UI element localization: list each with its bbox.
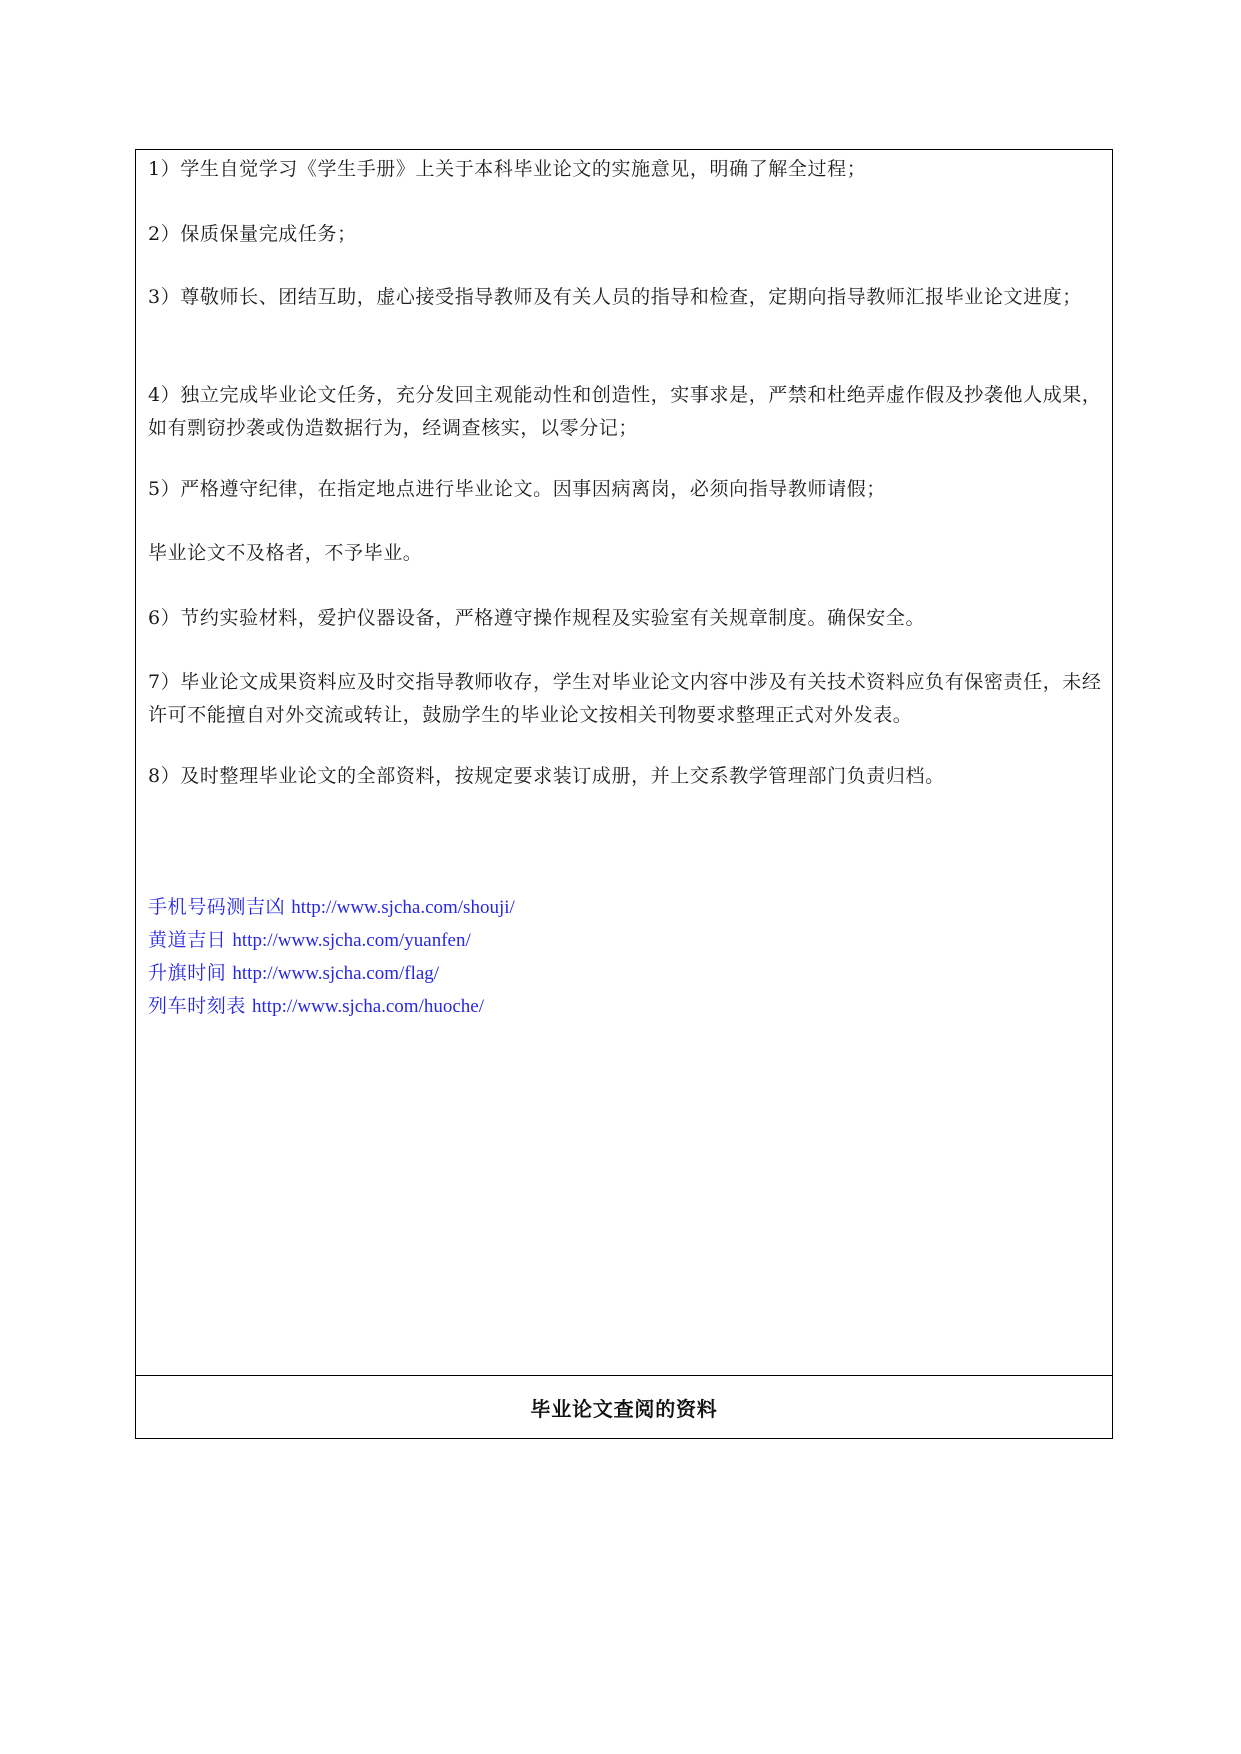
requirement-8: 8）及时整理毕业论文的全部资料，按规定要求装订成册，并上交系教学管理部门负责归档。 [148,765,945,787]
link-flag[interactable] [148,957,1048,990]
link-url[interactable]: http://www.sjcha.com/yuanfen/ [232,930,471,951]
link-url[interactable]: http://www.sjcha.com/huoche/ [252,996,485,1017]
link-label: 列车时刻表 [148,995,247,1017]
reference-materials-header-cell [136,1376,1112,1438]
link-shouji[interactable] [148,891,1048,924]
document-table [135,149,1113,1439]
link-label: 升旗时间 [148,962,227,984]
link-url[interactable]: http://www.sjcha.com/shouji/ [291,897,515,918]
reference-materials-title: 毕业论文查阅的资料 [530,1396,718,1421]
link-label: 手机号码测吉凶 [148,896,286,918]
link-list [148,891,1048,1023]
link-label: 黄道吉日 [148,929,227,951]
requirement-6: 6）节约实验材料，爱护仪器设备，严格遵守操作规程及实验室有关规章制度。确保安全。 [148,607,926,629]
requirement-7: 7）毕业论文成果资料应及时交指导教师收存，学生对毕业论文内容中涉及有关技术资料应负有保密责任，未经许可不能擅自对外交流或转让，鼓励学生的毕业论文按相关刊物要求整理正式对外发表。 [148,671,1102,726]
requirement-2: 2）保质保量完成任务； [148,223,357,245]
requirement-4: 4）独立完成毕业论文任务，充分发回主观能动性和创造性，实事求是，严禁和杜绝弄虚作假及抄袭他人成果，如有剽窃抄袭或伪造数据行为，经调查核实，以零分记； [148,384,1102,439]
link-huoche[interactable] [148,990,1048,1023]
requirements-cell [136,150,1112,1376]
link-yuanfen[interactable] [148,924,1048,957]
requirement-3: 3）尊敬师长、团结互助，虚心接受指导教师及有关人员的指导和检查，定期向指导教师汇报毕业论文进度； [148,286,1082,308]
requirement-5: 5）严格遵守纪律，在指定地点进行毕业论文。因事因病离岗，必须向指导教师请假； [148,478,886,500]
link-url[interactable]: http://www.sjcha.com/flag/ [232,963,440,984]
fail-note: 毕业论文不及格者，不予毕业。 [148,542,423,564]
requirement-1: 1）学生自觉学习《学生手册》上关于本科毕业论文的实施意见，明确了解全过程； [148,158,867,180]
